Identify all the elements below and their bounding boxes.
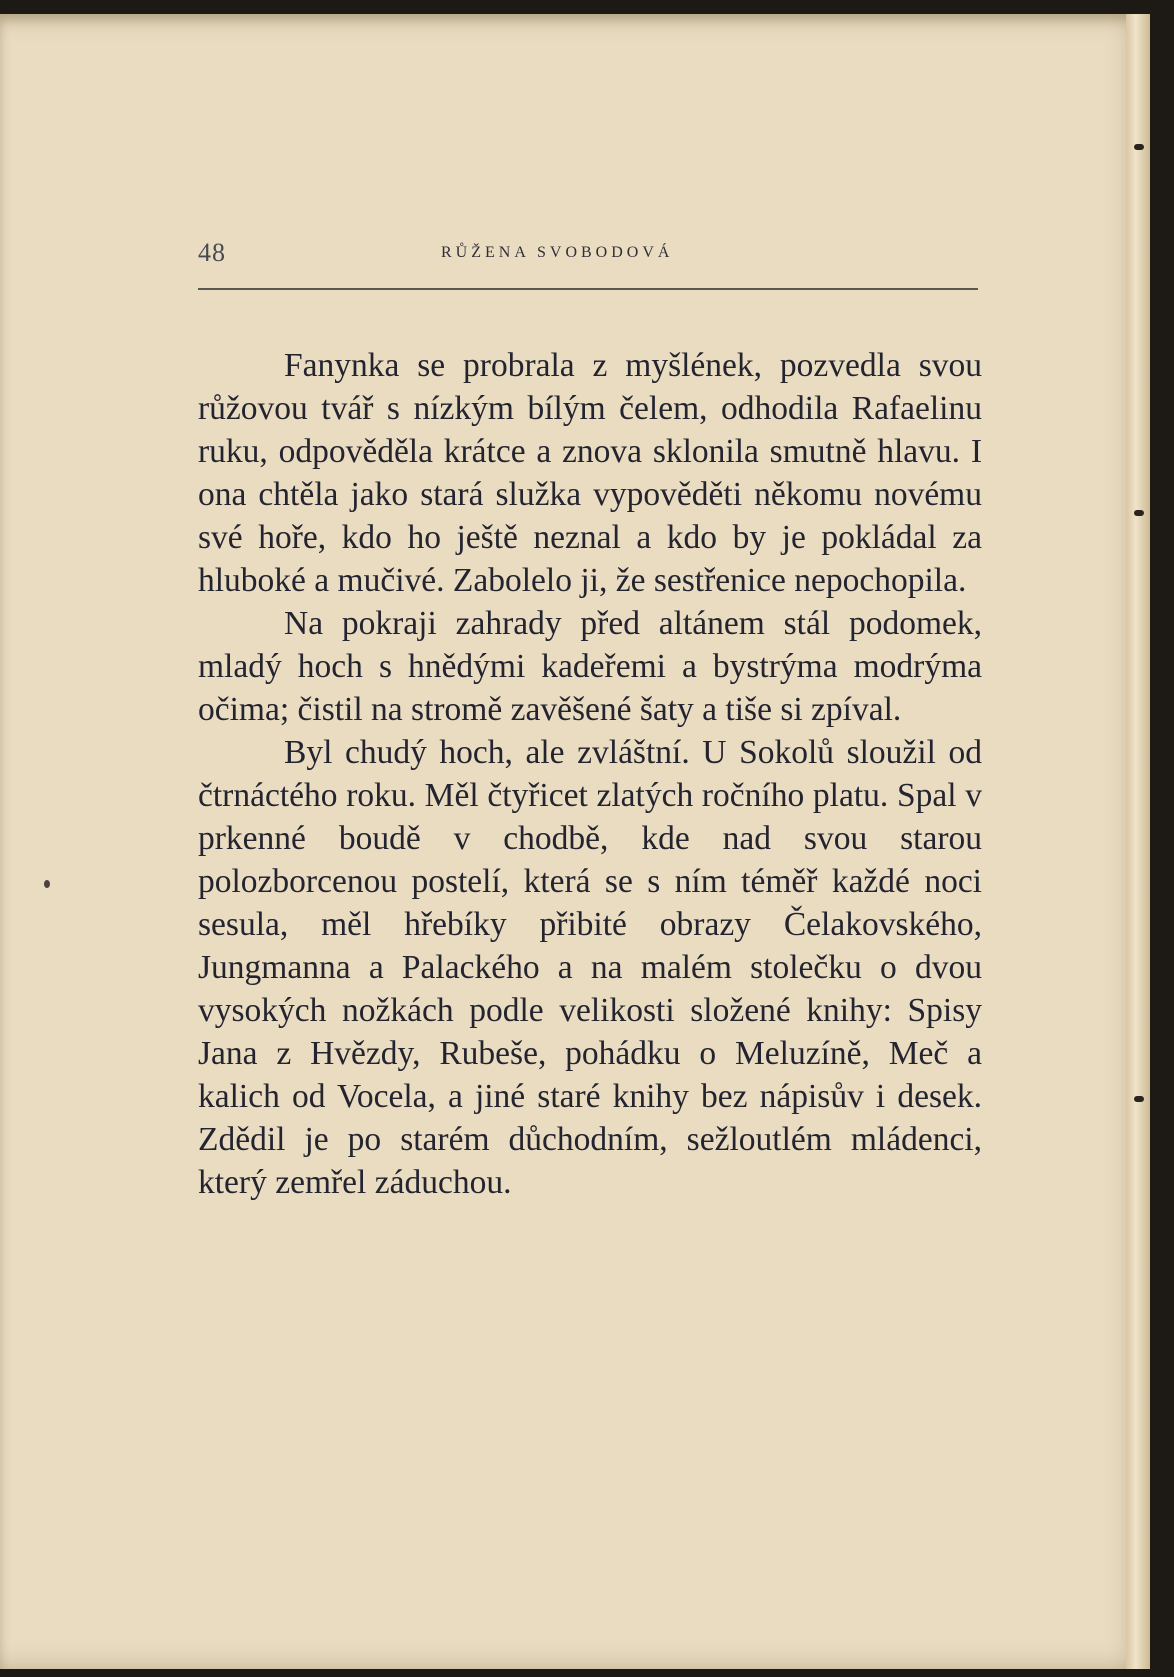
- paragraph: Fanynka se probrala z myšlének, pozvedla svou růžovou tvář s nízkým bílým čelem, odhodila Rafaelinu ruku, odpověděla krátce a znova sklonila smutně hlavu. I ona chtěla jako stará služka vypověděti někomu novému své hoře, kdo ho ještě neznal a kdo by je pokládal za hluboké a mučivé. Zabolelo ji, že sestřenice nepochopila.: [198, 347, 982, 599]
- paragraph: Na pokraji zahrady před altánem stál podomek, mladý hoch s hnědými kadeřemi a bystrýma modrýma očima; čistil na stromě zavěšené šaty a tiše si zpíval.: [198, 605, 982, 728]
- ink-mark: [1134, 144, 1144, 150]
- page-number: 48: [198, 238, 226, 267]
- header-rule: [198, 288, 978, 290]
- body-text: [198, 344, 982, 1204]
- page-edge: [1126, 14, 1150, 1669]
- paragraph: Byl chudý hoch, ale zvláštní. U Sokolů sloužil od čtrnáctého roku. Měl čtyřicet zlatých ročního platu. Spal v prkenné boudě v chodbě, kde nad svou starou polozborcenou postelí, která se s ním téměř každé noci sesula, měl hřebíky přibité obrazy Čelakovského, Jungmanna a Palackého a na malém stolečku o dvou vysokých nožkách podle velikosti složené knihy: Spisy Jana z Hvězdy, Rubeše, pohádku o Meluzíně, Meč a kalich od Vocela, a jiné staré knihy bez nápisův i desek. Zdědil je po starém důchodním, sežloutlém mládenci, který zemřel záduchou.: [198, 734, 982, 1201]
- page-header: [198, 230, 978, 270]
- ink-mark: [1134, 1096, 1144, 1102]
- ink-mark: [1134, 510, 1144, 516]
- ink-speck: [44, 880, 50, 888]
- running-head: RŮŽENA SVOBODOVÁ: [441, 244, 674, 261]
